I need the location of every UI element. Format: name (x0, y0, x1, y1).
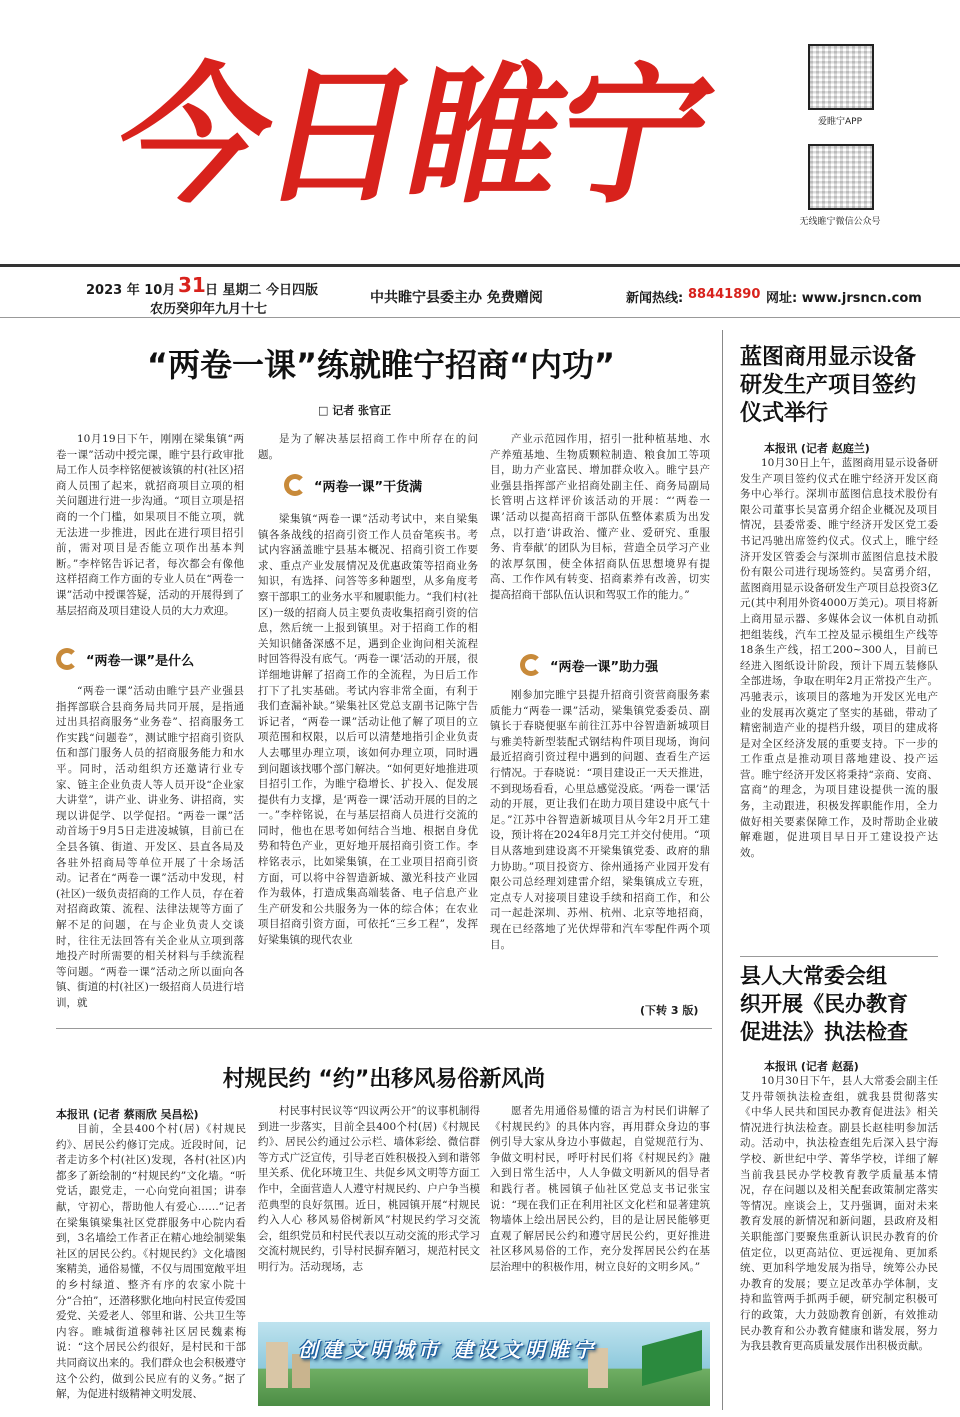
lead-headline[interactable]: “两卷一课”练就睢宁招商“内功” (146, 346, 616, 384)
bottom-col3: 愿者先用通俗易懂的语言为村民们讲解了《村规民约》的具体内容，再用群众身边的事例引导大家从身边小事做起，自觉规范行为、争做文明村民，呼吁村民们将《村规民约》融入到日常生活中，人人争做文明新风的倡导者和践行者。桃园镇子仙社区党总支书记张宝说：“现在我们正在利用社区文化栏和显著建筑物墙体上绘出居民公约，目的是让居民能够更直观了解居民公约和遵守居民公约，更好推进社区移风易俗的工作，充分发挥居民公约在基层治理中的积极作用，树立良好的文明乡风。” (490, 1105, 710, 1273)
side2-byline-reporter: (记者 赵磊) (800, 1060, 859, 1073)
side2-headline[interactable] (740, 962, 908, 1046)
side1-headline-line2: 研发生产项目签约 (740, 373, 917, 398)
subhead-help-text: “两卷一课”助力强 (550, 659, 659, 675)
website-link[interactable]: 网址: www.jrsncn.com (766, 291, 922, 306)
side1-headline[interactable] (740, 344, 916, 428)
lead-col2-body: 梁集镇“两卷一课”活动考试中，来自梁集镇各条战线的招商引资工作人员奋笔疾书。考试内容涵盖睢宁县基本概况、招商引资工作要求、重点产业发展情况及优惠政策等招商业务知识，有选择、问答等多种题型，从多角度考察干部职工的业务水平和履职能力。“我们村(社区)一级的招商人员主要负责收集招商引资的信息，然后统一上报到镇里。对于招商工作的相关知识储备深感不足，遇到企业询问相关流程时回答得没有底气。‘两卷一课’活动的开展，很详细地讲解了招商工作的全流程，为日后工作打下了扎实基础。考试内容非常全面，有利于我们查漏补缺。”梁集社区党总支副书记陈宁告诉记者，“两卷一课”活动让他了解了项目的立项范围和权限，以后可以清楚地指引企业负责人去哪里办理立项，该如何办理立项，同时遇到问题该找哪个部门解决。“如何更好地推进项目招引工作，为睢宁稳增长、扩投入、促发展提供有力支撑，是‘两卷一课’活动开展的目的之一。”李梓铭说，在与基层招商人员进行交流的同时，他也在思考如何结合当地、根据自身优势和特色产业，更好地开展招商引资工作。李梓铭表示，比如梁集镇，在工业项目招商引资方面，可以将中谷智造新城、激光科技产业园作为载体，打造成集高端装备、电子信息产业生产研发和公共服务为一体的综合体；在农业项目招商引资方面，可依托“三乡工程”，发挥好梁集镇的现代农业 (258, 513, 478, 947)
app-qr-caption: 爱睢宁APP (817, 117, 862, 127)
crescent-icon (520, 654, 542, 676)
green-flag-icon (642, 1330, 702, 1386)
masthead (0, 0, 960, 262)
crescent-icon (284, 474, 306, 496)
section-rule (56, 1028, 712, 1029)
subhead-content-text: “两卷一课”干货满 (314, 479, 423, 495)
bottom-byline-reporters: (记者 蔡雨欣 吴昌松) (92, 1108, 199, 1121)
dateline-bar (0, 264, 960, 318)
side2-byline-pre: 本报讯 (764, 1060, 797, 1073)
date-prefix: 2023 年 10月 (86, 283, 176, 298)
lead-col1-top: 10月19日下午，刚刚在梁集镇“两卷一课”活动中授完课，睢宁县行政审批局工作人员李梓铭便被该镇的村(社区)招商人员围了起来，就招商项目立项的相关问题进行进一步沟通。“项目立项是招商的一个门槛，如果项目不能立项，就无法进一步推进，因此在进行项目招引前，需对项目是否能立项作出基本判断。”李梓铭告诉记者，每次都会有像他这样招商工作方面的专业人员在“两卷一课”活动中授课答疑，活动的开展得到了基层招商及项目建设人员的大力欢迎。 (56, 433, 244, 617)
side1-byline-pre: 本报讯 (764, 442, 797, 455)
lunar-date: 农历癸卯年九月十七 (150, 302, 268, 317)
bottom-byline (56, 1106, 199, 1122)
bottom-col1: 目前，全县400个村(居)《村规民约》、居民公约修订完成。近段时间，记者走访多个村(社区)发现，各村(社区)内都多了新绘制的“村规民约”文化墙。“听党话，跟党走，一心向党向祖国；讲奉献，守初心，帮助他人有爱心……”记者在梁集镇梁集社区党群服务中心院内看到，3名墙绘工作者正在精心地绘制梁集社区的居民公约。《村规民约》文化墙图案精美，通俗易懂，不仅与周围宽敞平坦的乡村绿道、整齐有序的农家小院十分“合拍”，还潜移默化地向村民宣传爱国爱党、关爱老人、邻里和谐、公共卫生等内容。睢城街道穆韩社区居民魏素梅说：“这个居民公约很好，是村民和干部共同商议出来的。我们群众也会积极遵守这个公约，做到公民应有的义务。”据了解，为促进村级精神文明发展、 (56, 1123, 246, 1401)
side2-headline-line3: 促进法》执法检查 (740, 1020, 908, 1044)
wechat-qr-code-icon[interactable] (808, 144, 874, 210)
side1-body: 10月30日上午，蓝图商用显示设备研发生产项目签约仪式在睢宁经济开发区商务中心举行。深圳市蓝图信息技术股份有限公司董事长吴富勇介绍企业概况及项目情况，县委常委、睢宁经济开发区党工委书记冯驰出席签约仪式。仪式上，睢宁经济开发区管委会与深圳市蓝图信息技术股份有限公司进行现场签约。吴富勇介绍，蓝图商用显示设备研发生产项目总投资3亿元(其中利用外资4000万美元)。项目将新上商用显示器、多媒体会议一体机自动抓把组装线，汽车工控及显示模组生产线等18条生产线，招工200~300人，目前已经进入图纸设计阶段，预计下周五装修队全部进场，争取在明年2月正常投产生产。冯驰表示，该项目的落地为开发区光电产业的发展再次奠定了坚实的基础，带动了精密制造产业的提档升级，项目的建成将是对全区经济发展的重要支持。下一步的工作重点是推动项目落地建设、投产运营。睢宁经济开发区将秉持“亲商、安商、富商”的理念，为项目建设提供一流的服务，主动跟进，积极发挥职能作用，全力做好相关要素保障工作，及时帮助企业破解难题，促进项目早日开工建设投产达效。 (740, 457, 938, 859)
civilization-banner (258, 1322, 710, 1406)
sidebar-rule (740, 956, 938, 957)
banner-slogan: 创建文明城市 建设文明睢宁 (298, 1338, 597, 1362)
side1-headline-line1: 蓝图商用显示设备 (740, 345, 917, 370)
bottom-headline[interactable]: 村规民约 “约”出移风易俗新风尚 (222, 1067, 546, 1092)
lead-col1-body: “两卷一课”活动由睢宁县产业强县指挥部联合县商务局共同开展，是指通过出具招商服务“业务卷”、招商服务工作实践“问题卷”，测试睢宁招商引资队伍和部门服务人员的招商服务能力和水平。同时，活动组织方还邀请行业专家、链主企业负责人等人员开设“企业家大讲堂”，讲产业、讲业务、讲招商，实现以讲促学、以学促招。“两卷一课”活动首场于9月5日走进凌城镇，目前已在全县各镇、街道、开发区、县直各局及各驻外招商局等单位开展了十余场活动。记者在“两卷一课”活动中发现，村(社区)一级负责招商的工作人员，存在着对招商政策、流程、法律法规等方面了解不足的问题，在与企业负责人交谈时，往往无法回答有关企业从立项到落地投产时所需要的相关材料与手续流程等问题。“两卷一课”活动之所以面向各镇、街道的村(社区)一级招商人员进行培训，就 (56, 685, 244, 1009)
bottom-byline-pre: 本报讯 (56, 1108, 89, 1121)
date-suffix: 日 星期二 今日四版 (205, 283, 319, 298)
building-shape (266, 1342, 288, 1388)
side1-headline-line3: 仪式举行 (740, 401, 829, 426)
hotline-number[interactable]: 88441890 (688, 287, 761, 302)
side2-byline (764, 1058, 859, 1074)
side2-headline-line2: 织开展《民办教育 (740, 992, 908, 1016)
subhead-what-text: “两卷一课”是什么 (86, 653, 195, 669)
subhead-help (520, 654, 658, 676)
crescent-icon (56, 648, 78, 670)
newspaper-logo: 今日睢宁 (101, 50, 723, 224)
side2-headline-line1: 县人大常委会组 (740, 964, 887, 988)
lead-col1-cont (56, 514, 244, 646)
lead-byline: □ 记者 张官正 (318, 404, 392, 417)
sponsor-line: 中共睢宁县委主办 免费赠阅 (370, 290, 543, 306)
side1-byline-reporter: (记者 赵庭兰) (800, 442, 870, 455)
hotline-label: 新闻热线: (626, 291, 684, 306)
wechat-qr-caption: 无线睢宁微信公众号 (799, 217, 881, 227)
date-day: 31 (178, 273, 206, 297)
column-divider (722, 330, 723, 1410)
lead-col3-top: 产业示范园作用，招引一批种植基地、水产养殖基地、生物质颗粒制造、粮食加工等项目，助力产业富民、增加群众收入。睢宁县产业强县指挥部产业招商处副主任、商务局副局长管明占这样评价该活动的开展：“‘两卷一课’活动以提高招商干部队伍整体素质为出发点，以打造‘讲政治、懂产业、爱研究、重服务、肯奉献’的团队为目标，营造全员学习产业的浓厚氛围，使全体招商队伍思想境界有提高、工作作风有转变、招商素养有改善，切实提高招商干部队伍认识和驾驭工作的能力。” (490, 433, 710, 601)
app-qr-code-icon[interactable] (808, 44, 874, 110)
lead-col3-body: 刚参加完睢宁县提升招商引资营商服务素质能力“两卷一课”活动，梁集镇党委委员、副镇长于春晓便驱车前往江苏中谷智造新城项目与雅美特新型装配式钢结构件项目现场，询问最近招商引资过程中遇到的问题、查看生产运行情况。于春晓说：“项目建设正一天天推进，不到现场看看，心里总感觉没底。‘两卷一课’活动的开展，更让我们在助力项目建设中底气十足。”江苏中谷智造新城项目从今年2月开工建设，预计将在2024年8月完工并交付使用。“项目从落地到建设离不开梁集镇党委、政府的鼎力协助。”项目投资方、徐州通扬产业园开发有限公司总经理刘建雷介绍，梁集镇成立专班，定点专人对接项目建设手续和招商工作，和公司一起赴深圳、苏州、杭州、北京等地招商，现在已经落地了光伏焊带和汽车零配件两个项目。 (490, 689, 710, 951)
side1-byline (764, 440, 870, 456)
side2-body: 10月30日下午，县人大常委会副主任艾丹带领执法检查组，就我县贯彻落实《中华人民共和国民办教育促进法》相关情况进行执法检查。副县长赵桂明参加活动。活动中，执法检查组先后深入县宁海学校、新世纪中学、菁华学校，详细了解当前我县民办学校教育教学质量基本情况，存在问题以及相关配套政策制定落实等情况。座谈会上，艾丹强调，面对未来教育发展的新情况和新问题，县政府及相关职能部门要聚焦重新认识民办教育的价值定位，以更高站位、更远视角、更加系统、更加科学地发展为指导，统筹公办民办教育的发展；要立足改革办学体制，支持和监管两手抓两手硬，研究制定积极可行的政策，大力鼓励教育创新，有效推动民办教育和公办教育健康和谐发展，努力为我县教育更高质量发展作出积极贡献。 (740, 1075, 938, 1353)
lead-col2-top: 是为了解决基层招商工作中所存在的问题。 (258, 433, 478, 461)
continue-note[interactable]: (下转 3 版) (640, 1004, 699, 1017)
bottom-col2: 村民事村民议等“四议两公开”的议事机制得到进一步落实，目前全县400个村(居)《村规民约》、居民公约通过公示栏、墙体彩绘、微信群等方式广泛宣传，引导老百姓积极投入到和谐邻里关系、优化环境卫生、共促乡风文明等方面工作中，全面营造人人遵守村规民约、户户争当模范典型的良好氛围。近日，桃园镇开展“村规民约入人心 移风易俗树新风”村规民约学习交流会，组织党员和村民代表以互动交流的形式学习交流村规民约，引导村民摒弃陋习，规范村民文明行为。活动现场，志 (258, 1105, 480, 1273)
subhead-what (56, 648, 194, 670)
subhead-content (284, 474, 422, 496)
